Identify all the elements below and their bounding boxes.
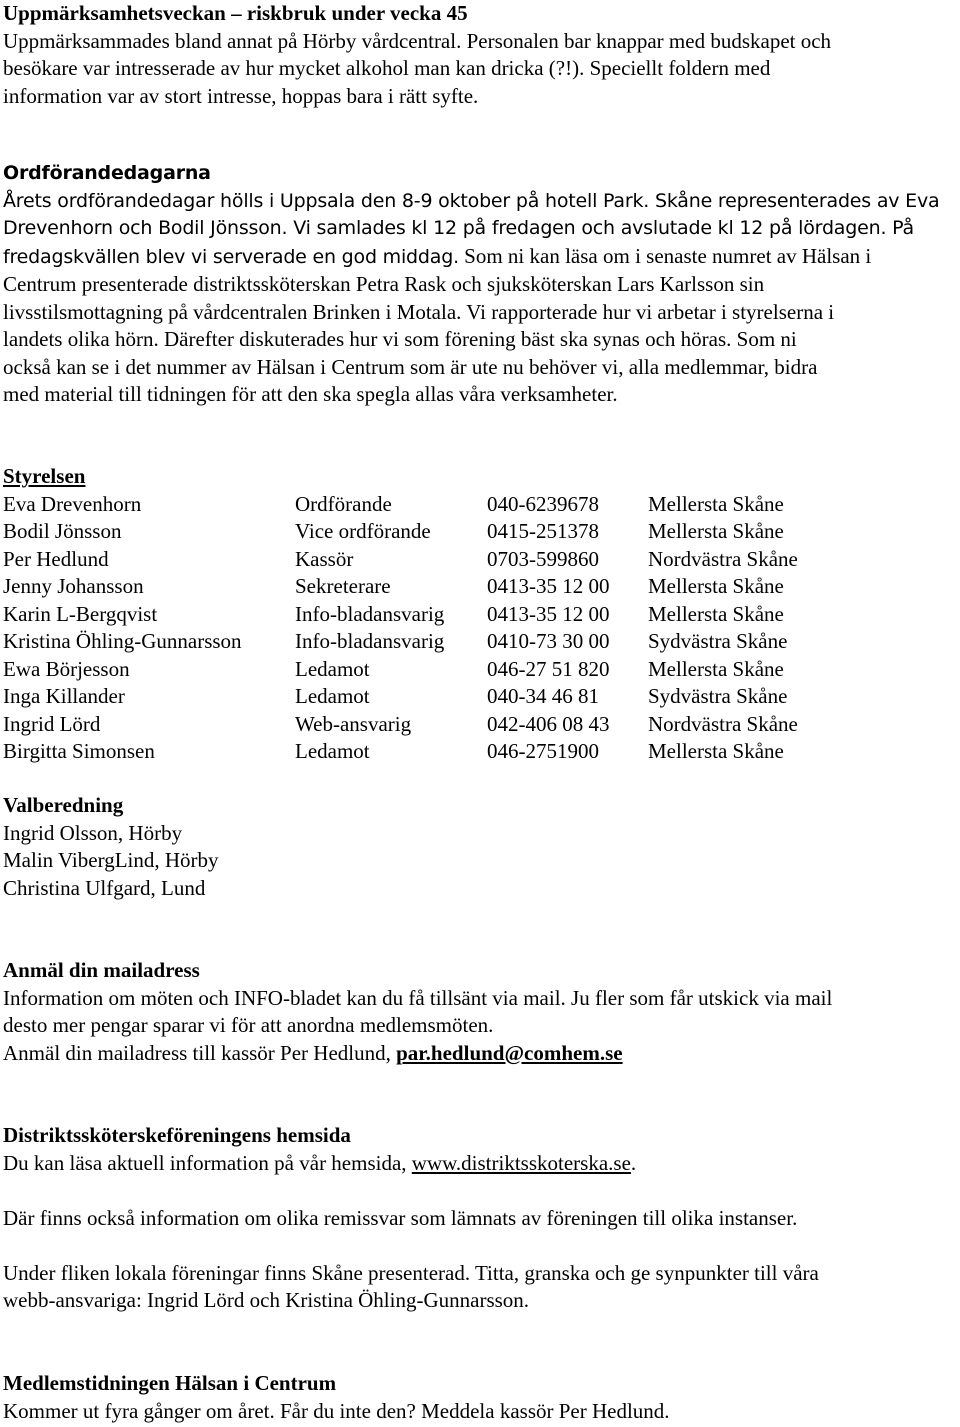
board-member-role: Ledamot (295, 684, 370, 708)
board-member-name: Jenny Johansson (3, 574, 144, 598)
board-member-role: Kassör (295, 546, 354, 571)
board-member-region: Mellersta Skåne (648, 574, 784, 598)
email-line: Information om möten och INFO-bladet kan du få tillsänt via mail. Ju fler som får utskick via mail (3, 985, 833, 1010)
board-member-name: Inga Killander (3, 684, 125, 708)
chair-days-line: också kan se i det nummer av Hälsan i Centrum som är ute nu behöver vi, alla medlemmar, bidra (3, 354, 818, 379)
email-heading: Anmäl din mailadress (3, 958, 200, 982)
board-row (3, 518, 948, 546)
board-member-phone: 0413-35 12 00 (487, 601, 610, 626)
board-member-region: Nordvästra Skåne (648, 546, 798, 571)
chair-days-line: Centrum presenterade distriktssköterskan Petra Rask och sjuksköterskan Lars Karlsson sin (3, 272, 765, 296)
board-member-role: Vice ordförande (295, 519, 431, 543)
week45-line: besökare var intresserade av hur mycket alkohol man kan dricka (?!). Speciellt foldern med (3, 56, 771, 80)
board-heading: Styrelsen (3, 464, 86, 488)
board-row (3, 491, 948, 519)
board-row (3, 601, 948, 629)
board-member-region: Sydvästra Skåne (648, 684, 788, 708)
board-row (3, 546, 948, 574)
chair-days-line: landets olika hörn. Därefter diskuterades hur vi som förening bäst ska synas och höras. Som ni (3, 327, 797, 351)
board-member-phone: 040-34 46 81 (487, 684, 599, 708)
website-para: Där finns också information om olika remissvar som lämnats av föreningen till olika instanser. (3, 1205, 798, 1230)
magazine-section (3, 1370, 955, 1425)
board-member-role: Ledamot (295, 739, 370, 763)
board-row (3, 738, 948, 766)
website-line (3, 1150, 955, 1178)
board-member-region: Mellersta Skåne (648, 601, 784, 626)
board-member-region: Mellersta Skåne (648, 656, 784, 681)
board-member-name: Bodil Jönsson (3, 519, 122, 543)
board-member-name: Per Hedlund (3, 546, 109, 571)
chair-days-line: Drevenhorn och Bodil Jönsson. Vi samlades kl 12 på fredagen och avslutade kl 12 på lördagen. På (3, 217, 914, 239)
board-member-region: Mellersta Skåne (648, 739, 784, 763)
email-link[interactable]: par.hedlund@comhem.se (396, 1040, 623, 1065)
week45-line: Uppmärksammades bland annat på Hörby vårdcentral. Personalen bar knappar med budskapet och (3, 28, 832, 53)
email-section (3, 957, 955, 1067)
chair-days-section (3, 160, 955, 409)
board-member-name: Birgitta Simonsen (3, 739, 155, 763)
board-member-region: Nordvästra Skåne (648, 711, 798, 736)
board-member-role: Ordförande (295, 491, 392, 516)
website-link[interactable]: www.distriktsskoterska.se (411, 1150, 631, 1175)
week45-line: information var av stort intresse, hoppas bara i rätt syfte. (3, 83, 479, 108)
board-row (3, 573, 948, 601)
magazine-heading: Medlemstidningen Hälsan i Centrum (3, 1371, 337, 1395)
nomination-heading: Valberedning (3, 793, 124, 817)
week45-heading: Uppmärksamhetsveckan – riskbruk under vecka 45 (3, 1, 468, 25)
chair-days-line-serif-part: Som ni kan läsa om i senaste numret av Hälsan i (458, 243, 872, 268)
chair-days-line: livsstilsmottagning på vårdcentralen Brinken i Motala. Vi rapporterade hur vi arbetar i styrelserna i (3, 299, 835, 324)
board-table (3, 491, 948, 766)
email-line-prefix: Anmäl din mailadress till kassör Per Hedlund, (3, 1040, 397, 1065)
board-row (3, 711, 948, 739)
board-member-name: Ewa Börjesson (3, 656, 130, 681)
chair-days-line (3, 243, 955, 272)
board-member-phone: 046-2751900 (487, 739, 599, 763)
board-member-phone: 0413-35 12 00 (487, 574, 610, 598)
chair-days-heading: Ordförandedagarna (3, 162, 211, 184)
email-line (3, 1040, 955, 1068)
board-member-role: Info-bladansvarig (295, 629, 445, 653)
board-member-name: Karin L-Bergqvist (3, 601, 158, 626)
nomination-member: Christina Ulfgard, Lund (3, 875, 206, 900)
website-para: webb-ansvariga: Ingrid Lörd och Kristina Öhling-Gunnarsson. (3, 1288, 530, 1312)
board-member-phone: 0410-73 30 00 (487, 629, 610, 653)
chair-days-line-sans-part: fredagskvällen blev vi serverade en god middag. (3, 245, 459, 268)
board-member-role: Sekreterare (295, 574, 391, 598)
board-member-region: Sydvästra Skåne (648, 629, 788, 653)
board-member-name: Eva Drevenhorn (3, 491, 142, 516)
board-row (3, 628, 948, 656)
website-heading: Distriktssköterskeföreningens hemsida (3, 1123, 351, 1147)
email-line: desto mer pengar sparar vi för att anordna medlemsmöten. (3, 1013, 494, 1037)
board-row (3, 683, 948, 711)
board-member-phone: 0703-599860 (487, 546, 599, 571)
week45-section (3, 0, 955, 110)
website-para: Under fliken lokala föreningar finns Skåne presenterad. Titta, granska och ge synpunkter till våra (3, 1260, 819, 1285)
website-line-prefix: Du kan läsa aktuell information på vår hemsida, (3, 1150, 412, 1175)
board-member-phone: 040-6239678 (487, 491, 599, 516)
chair-days-line: Årets ordförandedagar hölls i Uppsala den 8-9 oktober på hotell Park. Skåne representerades av Eva (3, 189, 940, 212)
board-member-role: Ledamot (295, 656, 370, 681)
website-section (3, 1122, 955, 1315)
website-line-suffix: . (630, 1150, 637, 1175)
board-member-region: Mellersta Skåne (648, 519, 784, 543)
chair-days-line: med material till tidningen för att den ska spegla allas våra verksamheter. (3, 382, 618, 406)
board-member-phone: 0415-251378 (487, 519, 599, 543)
board-member-name: Kristina Öhling-Gunnarsson (3, 629, 242, 653)
nomination-member: Ingrid Olsson, Hörby (3, 820, 183, 845)
board-row (3, 656, 948, 684)
board-member-role: Web-ansvarig (295, 711, 412, 736)
board-section (3, 463, 955, 766)
nomination-section (3, 792, 955, 902)
board-member-phone: 046-27 51 820 (487, 656, 610, 681)
nomination-member: Malin VibergLind, Hörby (3, 848, 219, 872)
board-member-phone: 042-406 08 43 (487, 711, 610, 736)
magazine-line: Kommer ut fyra gånger om året. Får du inte den? Meddela kassör Per Hedlund. (3, 1398, 670, 1423)
board-member-region: Mellersta Skåne (648, 491, 784, 516)
board-member-role: Info-bladansvarig (295, 601, 445, 626)
board-member-name: Ingrid Lörd (3, 711, 101, 736)
